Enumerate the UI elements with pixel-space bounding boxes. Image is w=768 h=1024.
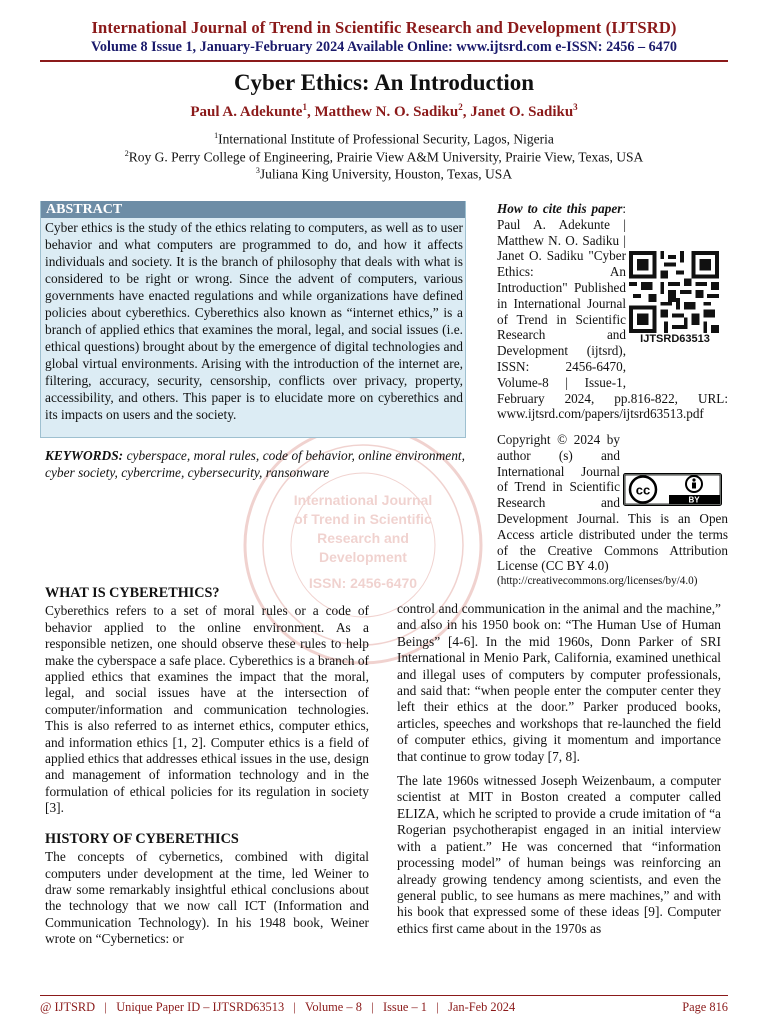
left-column bbox=[45, 585, 369, 956]
svg-text:of Trend in Scientific: of Trend in Scientific bbox=[294, 511, 432, 527]
journal-name: International Journal of Trend in Scientific Research and Development (IJTSRD) bbox=[91, 18, 677, 37]
author-name: Janet O. Sadiku bbox=[470, 104, 574, 120]
affiliation: $^2$Roy G. Perry College of Engineering, Prairie View A&M University, Prairie View, Texas, USA bbox=[124, 149, 644, 165]
svg-text:Research and: Research and bbox=[317, 530, 409, 546]
header-rule bbox=[40, 60, 728, 62]
page-number: Page 816 bbox=[682, 1000, 728, 1014]
abstract-heading: ABSTRACT bbox=[41, 201, 465, 218]
paper-id-label: IJTSRD63513 bbox=[640, 333, 710, 345]
author-name: Matthew N. O. Sadiku bbox=[314, 104, 459, 120]
paragraph: The concepts of cybernetics, combined with digital computers under development at the time, led Weiner to draw some remarkably insightful ethical conclusions about the technology that we now call ICT (Information and Communication Technology). In his 1948 book, Weiner wrote on “Cybernetics: or bbox=[45, 849, 369, 947]
author-name: Paul A. Adekunte bbox=[190, 104, 303, 120]
svg-text:ISSN: 2456-6470: ISSN: 2456-6470 bbox=[308, 575, 418, 591]
svg-text:BY: BY bbox=[688, 495, 700, 505]
cc-by-badge[interactable] bbox=[623, 473, 722, 506]
paragraph: The late 1960s witnessed Joseph Weizenbaum, a computer scientist at MIT in Boston created a computer called ELIZA, which he scripted to provide a crude imitation of “a Rogerian psychotherapist engaged in an initial interview with a patient.” He was concerned that “information processing model” of human beings was reinforcing an already growing tendency among scientists, and even the general public, to see humans as mere machines,” and with his book that expressed some of these ideas [9]. Computer ethics first came about in the 1970s as bbox=[397, 773, 721, 936]
svg-text:cc: cc bbox=[635, 482, 651, 498]
keywords: KEYWORDS: cyberspace, moral rules, code of behavior, online environment, cyber society, cybercrime, cybersecurity, ransonware bbox=[45, 448, 465, 480]
footer-rule bbox=[40, 995, 728, 996]
paragraph: control and communication in the animal and the machine,” and also in his 1950 book on: “The Human Use of Human Beings” [4-6]. In the mid 1960s, Donn Parker of SRI International in Menio Park, California, examined unethical and illegal uses of computers by computer professionals, and said that: “when people enter the computer center they left their ethics at the door.” Parker produced books, articles, speeches and workshops that re-launched the field of computer ethics, giving it momentum and importance that continue to grow today [7, 8]. bbox=[397, 601, 721, 764]
author-list: Paul A. Adekunte$^1$, Matthew N. O. Sadiku$^2$, Janet O. Sadiku$^3$ bbox=[190, 102, 578, 120]
volume-line: Volume 8 Issue 1, January-February 2024 Available Online: www.ijtsrd.com e-ISSN: 2456 – 6470 bbox=[90, 39, 678, 55]
copyright-block: Copyright © 2024 by author (s) and International Journal of Trend in Scientific Research and Development Journal. This is an Open Access article distributed under the terms of the Creative Commons Attribution License (CC BY 4.0) (http://creativecommons.org/licenses/by/4.0) bbox=[497, 432, 728, 590]
svg-text:International Journal: International Journal bbox=[293, 492, 433, 508]
paper-title: Cyber Ethics: An Introduction bbox=[233, 70, 535, 95]
paragraph: Cyberethics refers to a set of moral rules or a code of behavior applied to the online environment. As a responsible netizen, one should observe these rules to help make the cyberspace a safe place. Cyberethics is a branch of applied ethics that examines the impact that the moral, legal, and social issues have at the intersection of computer/information and communication technologies. This is also referred to as internet ethics, computer ethics, and information ethics [1, 2]. Computer ethics is a field of applied ethics that addresses ethical issues in the use, design and management of information technology and in the formulation of ethical policies for its regulation in society [3]. bbox=[45, 603, 369, 816]
section-heading: WHAT IS CYBERETHICS? bbox=[45, 585, 220, 601]
license-link[interactable]: (http://creativecommons.org/licenses/by/4.0) bbox=[497, 575, 698, 588]
svg-text:Development: Development bbox=[319, 549, 407, 565]
section-heading: HISTORY OF CYBERETHICS bbox=[45, 830, 239, 847]
footer-info: @ IJTSRD | Unique Paper ID – IJTSRD63513 | Volume – 8 | Issue – 1 | Jan-Feb 2024 bbox=[40, 1000, 516, 1014]
qr-code[interactable] bbox=[628, 251, 720, 333]
affiliation: $^3$Juliana King University, Houston, Texas, USA bbox=[255, 166, 513, 182]
citation-block: How to cite this paper: Paul A. Adekunte | Matthew N. O. Sadiku | Janet O. Sadiku "Cyber Ethics: An Introduction" Published in International Journal of Trend in Scientific Research and Development (ijtsrd), ISSN: 2456-6470, Volume-8 | Issue-1, February 2024, pp.816-822, URL: www.ijtsrd.com/papers/ijtsrd63513.pdf bbox=[497, 201, 728, 422]
right-column bbox=[397, 601, 721, 945]
abstract-text: Cyber ethics is the study of the ethics relating to computers, as well as to user behavior and what computers are programmed to do, and how it affects individuals and society. It is the branch of philosophy that deals with what is considered to be right or wrong. Since the advent of computers, various governments have enacted regulations and while organizations have defined policies about cyberethics. Cyberethics also known as “internet ethics,” is a branch of applied ethics that examines the moral, legal, and social issues (i.e. ethical questions) brought about by the emergence of digital technologies and global virtual environments. Arising with the introduction of the internet are, filtering, accuracy, security, censorship, conflicts over privacy, property, accessibility, and others. This paper is to elucidate more on cyberethics and its impacts on users and the society. bbox=[45, 220, 463, 422]
affiliation: $^1$International Institute of Professional Security, Lagos, Nigeria bbox=[214, 131, 554, 147]
